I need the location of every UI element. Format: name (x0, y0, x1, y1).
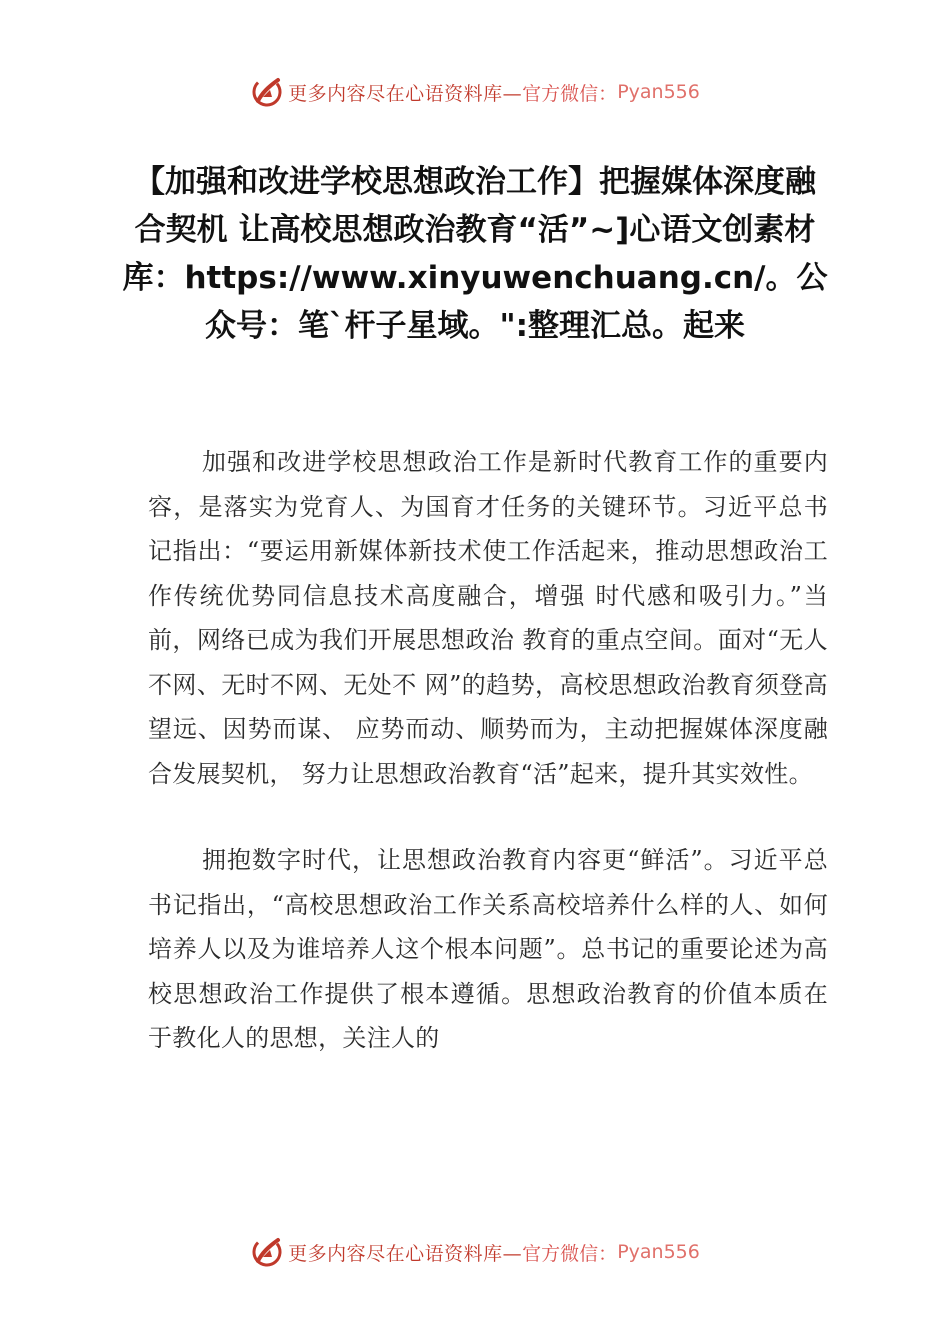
brush-logo-icon (250, 1235, 284, 1269)
banner-wechat-label: 官方微信： (522, 82, 618, 105)
header-banner (0, 72, 950, 112)
banner-text: 更多内容尽在心语资料库— (288, 82, 523, 105)
banner-wechat-label: 官方微信： (522, 1242, 618, 1265)
banner-wechat-id: Pyan556 (617, 1241, 700, 1263)
banner-wechat-id: Pyan556 (617, 81, 700, 103)
brush-logo-icon (250, 75, 284, 109)
paragraph-2: 拥抱数字时代，让思想政治教育内容更“鲜活”。习近平总书记指出，“高校思想政治工作关系高校培养什么样的人、如何培养人以及为谁培养人这个根本问题”。总书记的重要论述为高校思想政治工作提供了根本遵循。思想政治教育的价值本质在于教化人的思想，关注人的 (148, 846, 828, 1052)
article-body (148, 440, 828, 1103)
footer-banner (0, 1232, 950, 1272)
banner-text: 更多内容尽在心语资料库— (288, 1242, 523, 1265)
paragraph-1: 加强和改进学校思想政治工作是新时代教育工作的重要内容，是落实为党育人、为国育才任务的关键环节。习近平总书记指出：“要运用新媒体新技术使工作活起来，推动思想政治工作传统优势同信息技术高度融合，增强 时代感和吸引力。”当前，网络已成为我们开展思想政治 教育的重点空间。面对“无人不网、无时不网、无处不 网”的趋势，高校思想政治教育须登高望远、因势而谋、 应势而动、顺势而为，主动把握媒体深度融合发展契机， 努力让思想政治教育“活”起来，提升其实效性。 (148, 448, 828, 788)
document-title: 【加强和改进学校思想政治工作】把握媒体深度融合契机 让高校思想政治教育“活”~]心语文创素材库：https://www.xinyuwenchuang.cn/。公众号：笔`杆子星域。":整理汇总。起来 (122, 164, 828, 344)
